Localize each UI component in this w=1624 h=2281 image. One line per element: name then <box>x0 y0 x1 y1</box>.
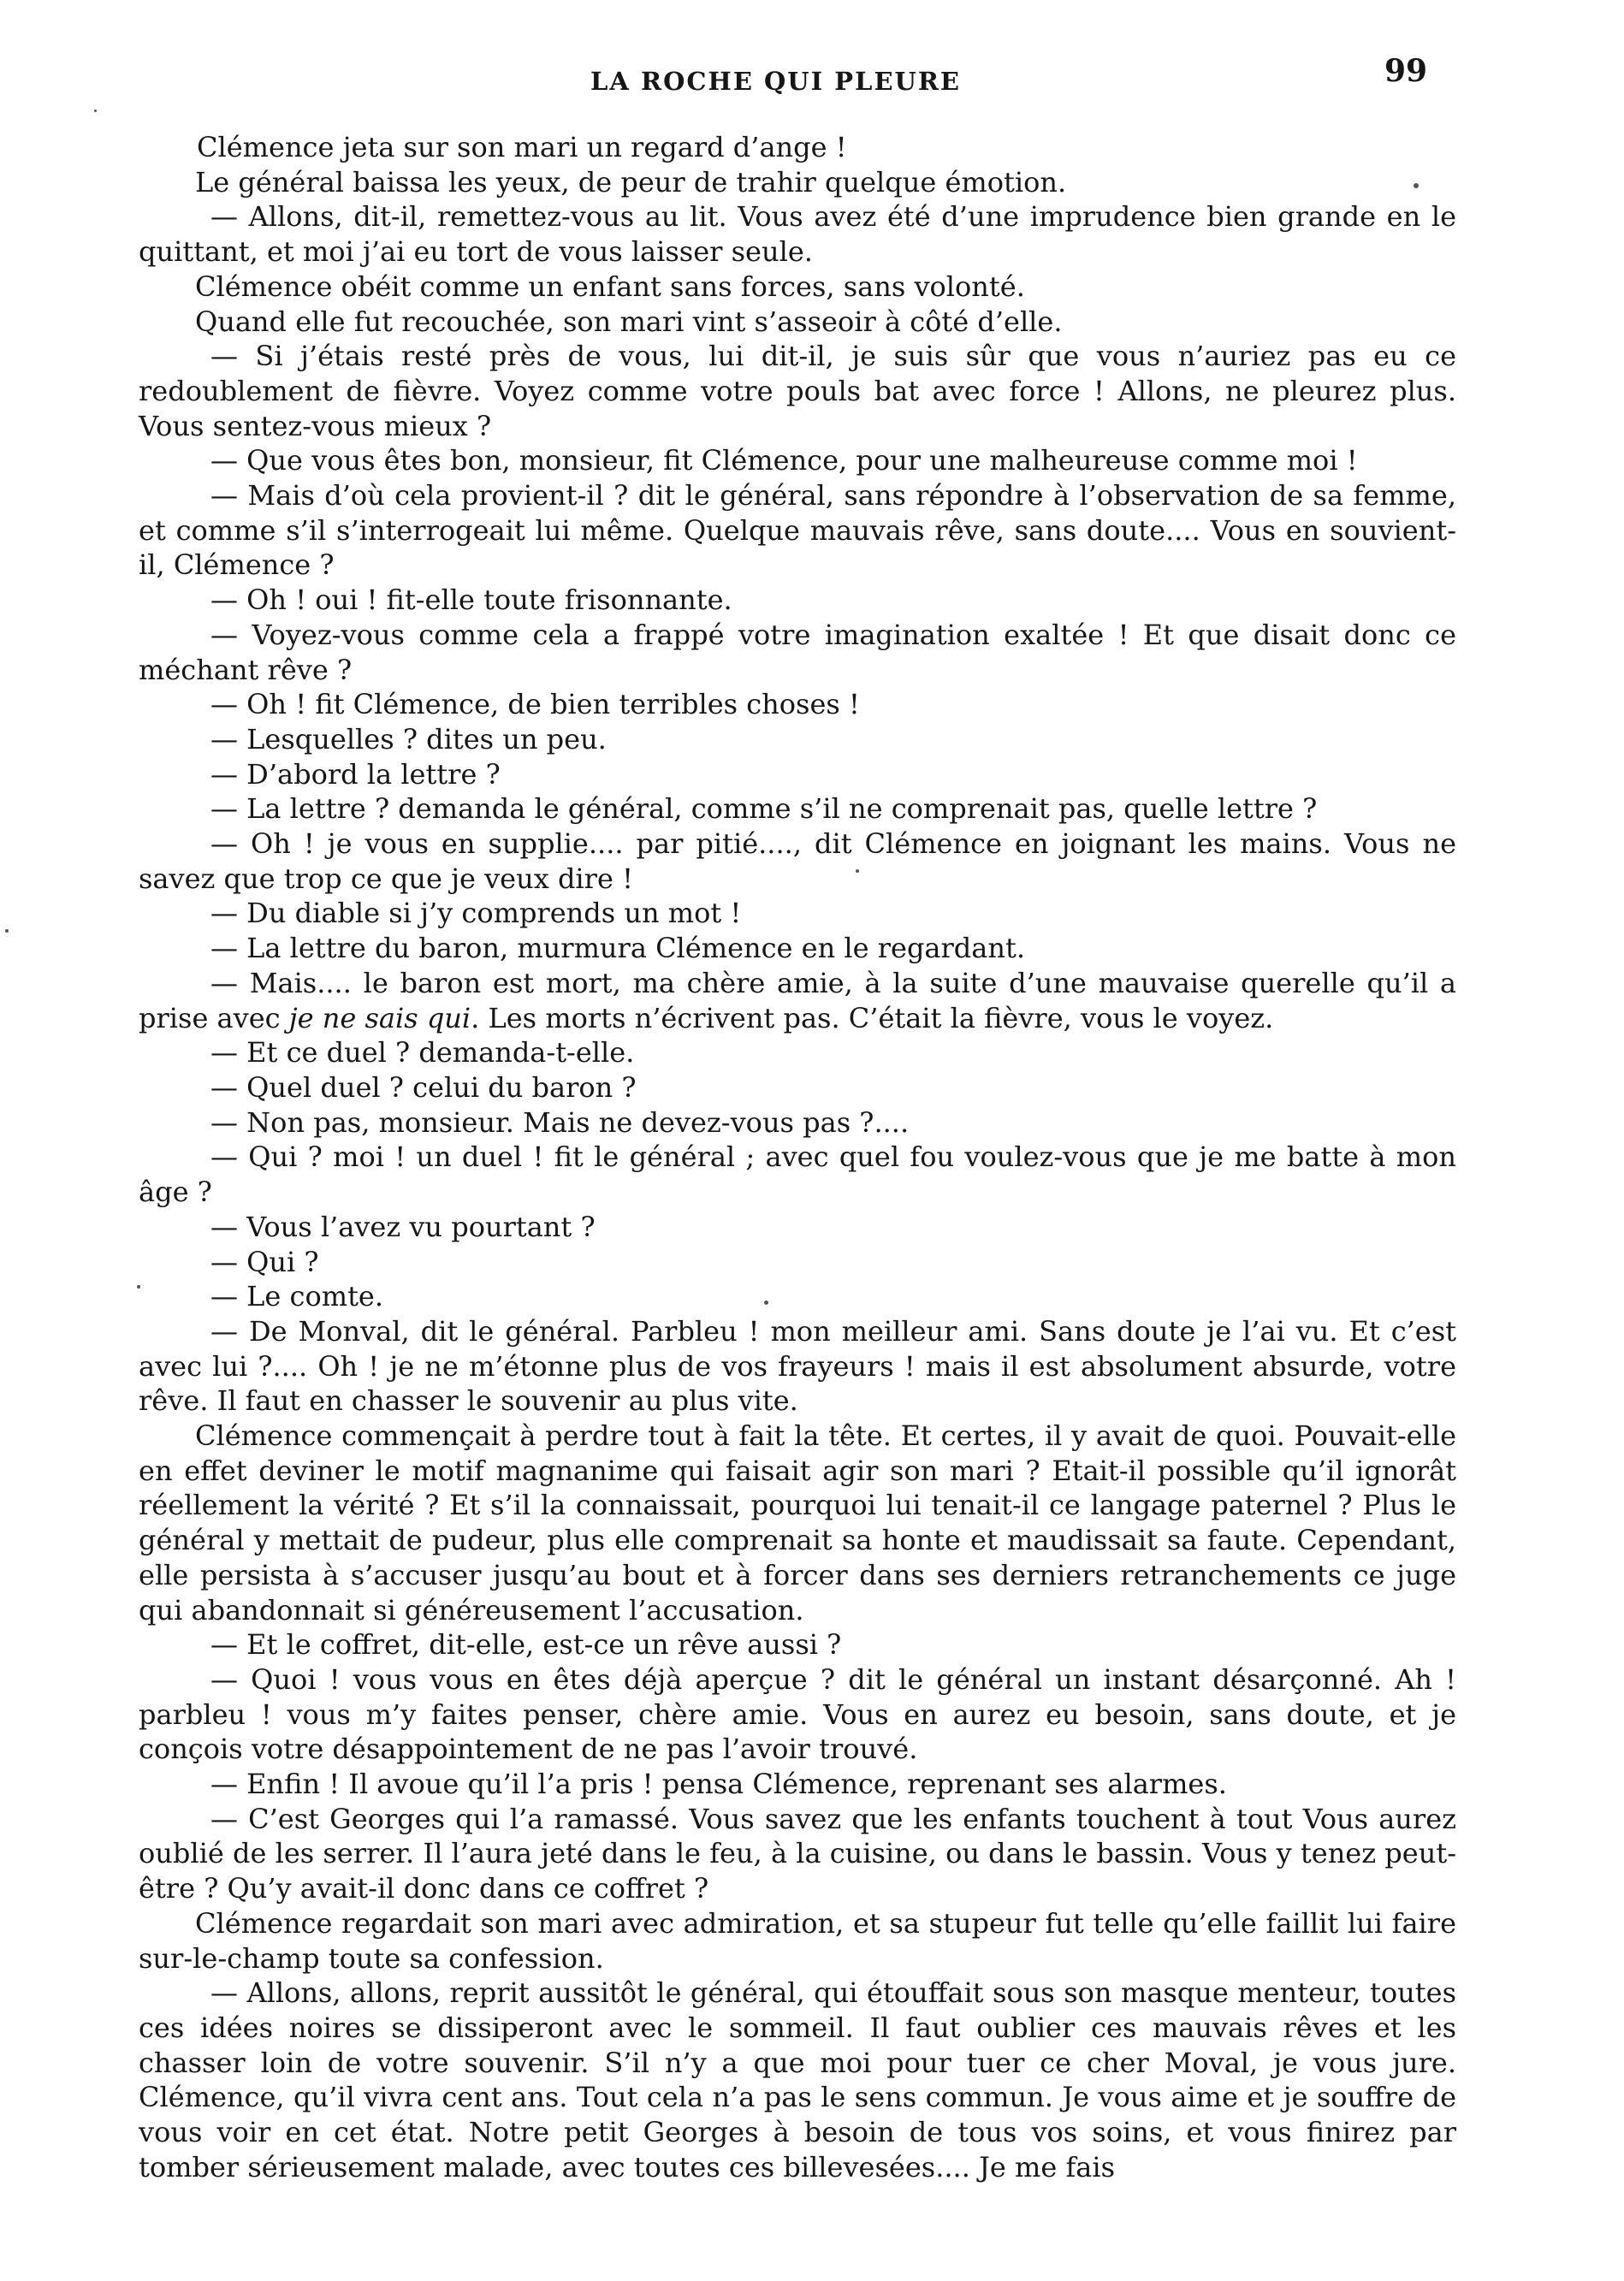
body-text <box>139 130 1456 2184</box>
dialogue-paragraph: — Lesquelles ? dites un peu. <box>210 722 607 755</box>
dialogue-paragraph: — Oh ! fit Clémence, de bien terribles choses ! <box>210 688 860 721</box>
dialogue-paragraph: — Oh ! je vous en supplie.... par pitié...., dit Clémence en joignant les mains. Vous ne savez que trop ce que je veux dire ! <box>139 827 1456 895</box>
dialogue-paragraph: — La lettre du baron, murmura Clémence en le regardant. <box>210 932 1025 965</box>
dialogue-paragraph: — Quoi ! vous vous en êtes déjà aperçue ? dit le général un instant désarçonné. Ah ! parbleu ! vous m’y faites penser, chère amie. Vous en aurez eu besoin, sans doute, et je conçois votre désappointement de ne pas l’avoir trouvé. <box>139 1662 1456 1766</box>
scan-speck <box>1414 183 1419 188</box>
paragraph: Clémence obéit comme un enfant sans forces, sans volonté. <box>195 270 1025 303</box>
dialogue-paragraph: — Du diable si j’y comprends un mot ! <box>210 897 742 930</box>
dialogue-paragraph: — Vous l’avez vu pourtant ? <box>210 1210 596 1243</box>
scan-speck <box>856 869 859 873</box>
dialogue-paragraph: — Voyez-vous comme cela a frappé votre imagination exaltée ! Et que disait donc ce méchant rêve ? <box>139 618 1456 686</box>
paragraph: Clémence commençait à perdre tout à fait la tête. Et certes, il y avait de quoi. Pouvait-elle en effet deviner le motif magnanime qui faisait agir son mari ? Etait-il possible qu’il ignorât réellement la vérité ? Et s’il la connaissait, pourquoi lui tenait-il ce langage paternel ? Plus le général y mettait de pudeur, plus elle comprenait sa honte et maudissait sa faute. Cependant, elle persista à s’accuser jusqu’au bout et à forcer dans ses derniers retranchements ce juge qui abandonnait si généreusement l’accusation. <box>139 1419 1456 1626</box>
dialogue-paragraph: — Mais d’où cela provient-il ? dit le général, sans répondre à l’observation de sa femme, et comme s’il s’interrogeait lui même. Quelque mauvais rêve, sans doute.... Vous en souvient-il, Clémence ? <box>139 479 1456 582</box>
running-title: LA ROCHE QUI PLEURE <box>590 67 962 96</box>
dialogue-paragraph-baron <box>139 966 1456 1035</box>
dialogue-paragraph: — Non pas, monsieur. Mais ne devez-vous pas ?.... <box>210 1105 910 1139</box>
dialogue-paragraph: — Et le coffret, dit-elle, est-ce un rêve aussi ? <box>210 1628 842 1662</box>
italic-phrase: je ne sais qui <box>288 1001 471 1034</box>
scan-speck <box>5 929 9 933</box>
dialogue-paragraph: — Enfin ! Il avoue qu’il l’a pris ! pensa Clémence, reprenant ses alarmes. <box>210 1768 1227 1801</box>
scan-speck <box>94 110 97 112</box>
page-number: 99 <box>1384 53 1428 89</box>
dialogue-paragraph: — Si j’étais resté près de vous, lui dit-il, je suis sûr que vous n’auriez pas eu ce redoublement de fièvre. Voyez comme votre pouls bat avec force ! Allons, ne pleurez plus. Vous sentez-vous mieux ? <box>139 340 1456 442</box>
dialogue-paragraph: — La lettre ? demanda le général, comme s’il ne comprenait pas, quelle lettre ? <box>210 792 1318 826</box>
dialogue-paragraph: — Que vous êtes bon, monsieur, fit Clémence, pour une malheureuse comme moi ! <box>210 444 1358 477</box>
paragraph: Quand elle fut recouchée, son mari vint s’asseoir à côté d’elle. <box>195 305 1063 338</box>
scan-speck <box>764 1300 768 1305</box>
paragraph: Clémence regardait son mari avec admiration, et sa stupeur fut telle qu’elle faillit lui faire sur-le-champ toute sa confession. <box>139 1906 1456 1975</box>
paragraph: Clémence jeta sur son mari un regard d’ange ! <box>197 131 847 163</box>
dialogue-paragraph: — C’est Georges qui l’a ramassé. Vous savez que les enfants touchent à tout Vous aurez oublié de les serrer. Il l’aura jeté dans le feu, à la cuisine, ou dans le bassin. Vous y tenez peut-être ? Qu’y avait-il donc dans ce coffret ? <box>139 1802 1456 1905</box>
dialogue-paragraph: — D’abord la lettre ? <box>210 757 501 791</box>
dialogue-paragraph: — Quel duel ? celui du baron ? <box>210 1070 637 1104</box>
dialogue-paragraph: — Et ce duel ? demanda-t-elle. <box>210 1036 635 1069</box>
scan-speck <box>137 1285 140 1289</box>
dialogue-paragraph: — Oh ! oui ! fit-elle toute frisonnante. <box>210 584 732 617</box>
baron-text-before: — Mais.... le baron est mort, ma chère amie, à la suite d’une mauvaise querelle qu’il a prise avec <box>139 966 1456 1034</box>
dialogue-paragraph: — De Monval, dit le général. Parbleu ! mon meilleur ami. Sans doute je l’ai vu. Et c’est avec lui ?.... Oh ! je ne m’étonne plus de vos frayeurs ! mais il est absolument absurde, votre rêve. Il faut en chasser le souvenir au plus vite. <box>139 1314 1456 1418</box>
dialogue-paragraph: — Le comte. <box>210 1280 384 1313</box>
paragraph: Le général baissa les yeux, de peur de trahir quelque émotion. <box>195 165 1067 198</box>
dialogue-paragraph: — Qui ? <box>210 1245 319 1278</box>
baron-text-after: . Les morts n’écrivent pas. C’était la fièvre, vous le voyez. <box>471 1001 1274 1034</box>
dialogue-paragraph: — Qui ? moi ! un duel ! fit le général ; avec quel fou voulez-vous que je me batte à mon âge ? <box>139 1140 1456 1209</box>
dialogue-paragraph: — Allons, dit-il, remettez-vous au lit. Vous avez été d’une imprudence bien grande en le quittant, et moi j’ai eu tort de vous laisser seule. <box>139 200 1456 269</box>
dialogue-paragraph: — Allons, allons, reprit aussitôt le général, qui étouffait sous son masque menteur, toutes ces idées noires se dissiperont avec le sommeil. Il faut oublier ces mauvais rêves et les chasser loin de votre souvenir. S’il n’y a que moi pour tuer ce cher Moval, je vous jure. Clémence, qu’il vivra cent ans. Tout cela n’a pas le sens commun. Je vous aime et je souffre de vous voir en cet état. Notre petit Georges à besoin de tous vos soins, et vous finirez par tomber sérieusement malade, avec toutes ces billevesées.... Je me fais <box>139 1976 1456 2183</box>
